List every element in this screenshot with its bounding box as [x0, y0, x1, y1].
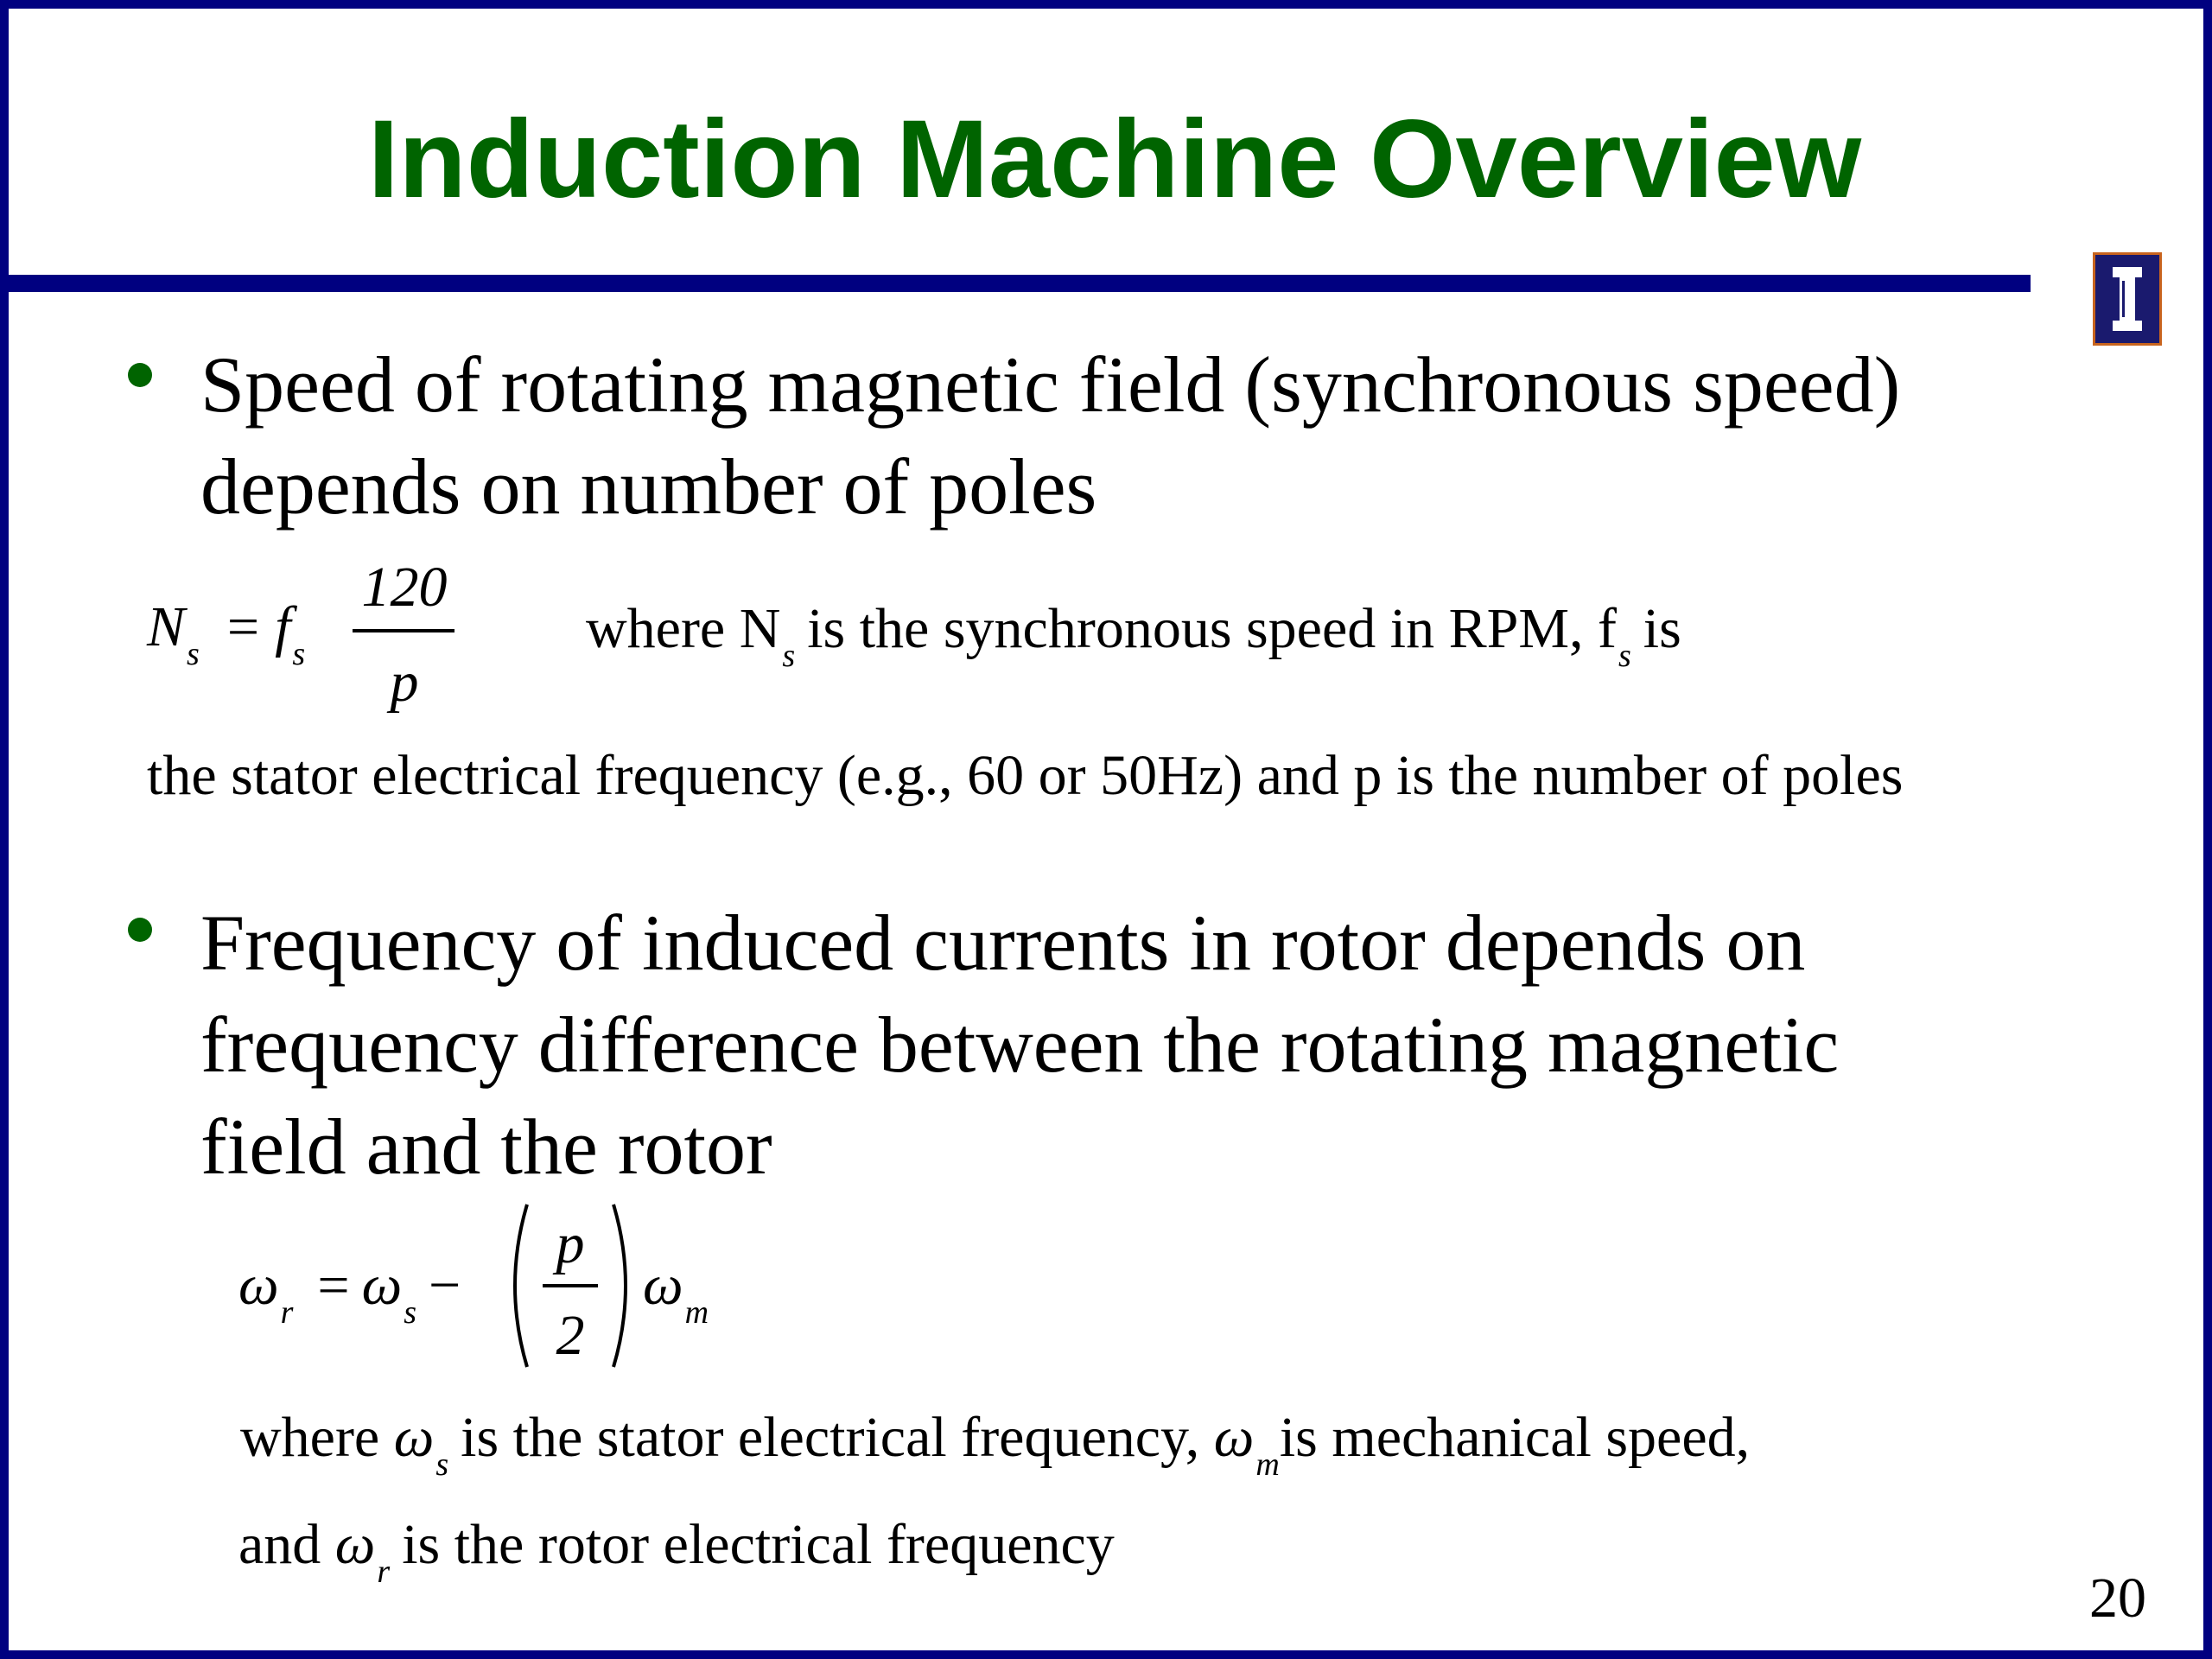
bullet-2-line-2: frequency difference between the rotating magnetic — [200, 1001, 1840, 1089]
eq1-lhs — [147, 593, 317, 670]
title-underline — [9, 275, 2031, 292]
eq1-N: N — [147, 595, 186, 658]
eq2-where-line2-a: and — [238, 1513, 335, 1576]
eq1-fraction-bar — [353, 629, 454, 632]
bullet-1-marker — [128, 363, 152, 387]
bullet-2-text — [200, 892, 1839, 1198]
eq2-omega-m-group — [643, 1251, 721, 1331]
eq1-numerator: 120 — [361, 556, 448, 619]
bullet-2-line-3: field and the rotor — [200, 1103, 772, 1191]
eq2-where-line2-sub: r — [377, 1554, 391, 1590]
eq2-where-b: is the stator electrical frequency, — [461, 1406, 1214, 1469]
eq1-f-sub: s — [292, 636, 306, 672]
eq2-omega-r: ω — [238, 1254, 279, 1317]
eq2-omega-r-sub: r — [280, 1294, 294, 1331]
eq2-omega-m-sub: m — [684, 1294, 709, 1331]
eq2-equals: = — [317, 1254, 350, 1317]
eq2-numerator: p — [556, 1212, 585, 1275]
eq1-where-text — [586, 594, 1681, 674]
eq2-where-sym2: ω — [1213, 1406, 1255, 1469]
eq1-N-sub: s — [187, 636, 200, 672]
eq1-where-end: is — [1643, 597, 1681, 660]
bullet-2-line-1: Frequency of induced currents in rotor depends on — [200, 899, 1806, 987]
eq2-where-sym: ω — [393, 1406, 435, 1469]
eq1-equals: = — [226, 595, 260, 658]
page-number: 20 — [2089, 1567, 2146, 1630]
eq1-denominator: p — [390, 651, 419, 714]
bullet-1-text — [200, 334, 1900, 537]
eq2-where-line2-sym: ω — [334, 1513, 376, 1576]
eq2-where-c: is mechanical speed, — [1279, 1406, 1751, 1469]
eq1-f: f — [275, 595, 291, 658]
eq1-where-line-2: the stator electrical frequency (e.g., 60 or 50Hz) and p is the number of poles — [147, 744, 1904, 807]
eq2-denominator: 2 — [556, 1304, 585, 1367]
bullet-1-line-2: depends on number of poles — [200, 442, 1097, 531]
eq2-lhs — [238, 1251, 461, 1331]
eq1-where-mid-sub: s — [1618, 638, 1631, 674]
slide-title: Induction Machine Overview — [367, 98, 1862, 221]
eq1-where: where N — [586, 597, 781, 660]
bullet-2-marker — [128, 918, 152, 942]
eq2-where-line-1 — [240, 1403, 1751, 1483]
eq1-where-mid: is the synchronous speed in RPM, f — [807, 597, 1617, 660]
eq2-omega-s-sub: s — [404, 1294, 417, 1331]
eq2-where-a: where — [240, 1406, 394, 1469]
eq2-where-line2-b: is the rotor electrical frequency — [402, 1513, 1115, 1576]
university-i-logo — [2093, 252, 2162, 346]
eq2-omega-s: ω — [361, 1254, 403, 1317]
eq2-minus: − — [429, 1254, 461, 1317]
eq2-omega-m: ω — [643, 1254, 683, 1317]
eq2-where-sub: s — [435, 1446, 449, 1483]
eq1-where-sub: s — [782, 638, 796, 674]
eq2-where-line-2 — [238, 1510, 1115, 1590]
eq2-where-sub2: m — [1255, 1446, 1280, 1483]
bullet-1-line-1: Speed of rotating magnetic field (synchronous speed) — [200, 340, 1901, 429]
